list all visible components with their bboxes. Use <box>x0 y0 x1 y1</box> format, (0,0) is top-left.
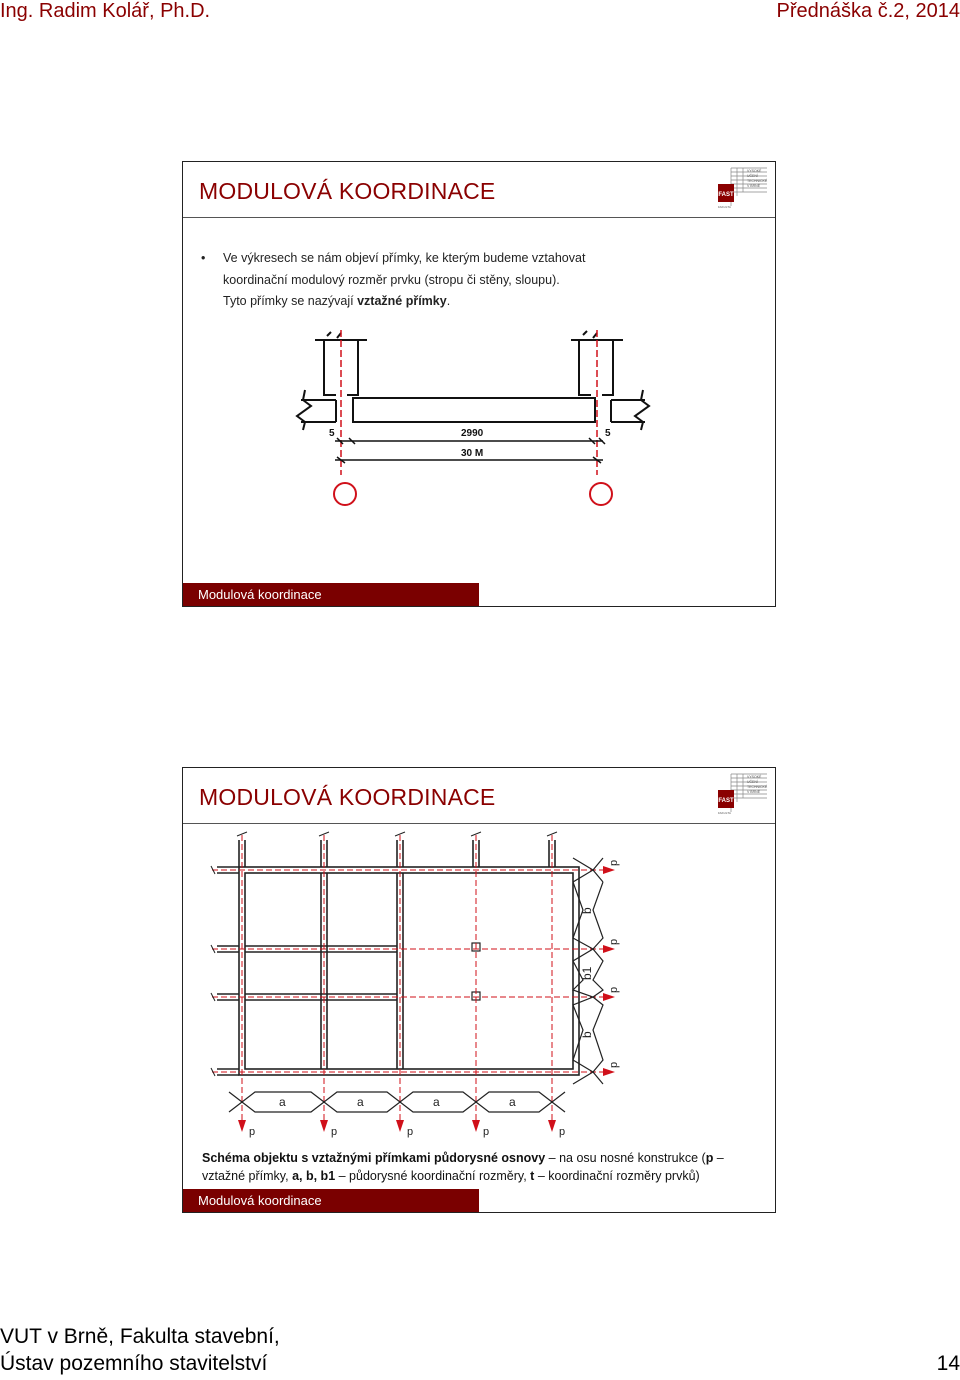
dimension-middle: 2990 <box>461 428 484 439</box>
page-number: 14 <box>936 1352 960 1375</box>
dimension-a: a <box>357 1095 364 1109</box>
dimension-b: b <box>580 907 594 914</box>
figure-caption: Schéma objektu s vztažnými přímkami půdorysné osnovy – na osu nosné konstrukce (p – vztažné přímky, a, b, b1 – půdorysné koordinační rozměry, t – koordinační rozměry prvků) <box>202 1151 724 1183</box>
slide-1 <box>182 161 776 607</box>
dimension-b: b <box>580 1031 594 1038</box>
dimension-a: a <box>509 1095 516 1109</box>
svg-text:UČENÍ: UČENÍ <box>747 780 758 784</box>
datum-line-diagram <box>293 330 655 510</box>
term-vztazne-primky: vztažné přímky <box>357 294 447 308</box>
svg-text:TECHNICKÉ: TECHNICKÉ <box>747 179 768 183</box>
title-divider <box>183 823 775 824</box>
bullet-line: Ve výkresech se nám objeví přímky, ke kterým budeme vztahovat <box>223 251 586 265</box>
axis-label-p: p <box>407 1126 414 1138</box>
header-author: Ing. Radim Kolář, Ph.D. <box>0 0 211 22</box>
svg-text:VYSOKÉ: VYSOKÉ <box>747 775 762 779</box>
svg-text:FAKULTA: FAKULTA <box>718 811 731 815</box>
bullet-list <box>201 248 651 313</box>
axis-label-p: p <box>608 859 620 866</box>
axis-label-p: p <box>608 938 620 945</box>
svg-text:FAKULTA: FAKULTA <box>718 205 731 209</box>
axis-label-p: p <box>559 1126 566 1138</box>
slide-title: MODULOVÁ KOORDINACE <box>199 784 496 810</box>
dimension-right: 5 <box>605 428 611 439</box>
fast-logo <box>717 772 769 818</box>
slide-2 <box>182 767 776 1213</box>
svg-text:V BRNĚ: V BRNĚ <box>747 184 761 188</box>
svg-text:TECHNICKÉ: TECHNICKÉ <box>747 785 768 789</box>
dimension-left: 5 <box>329 428 335 439</box>
bullet-icon: • <box>201 251 206 265</box>
axis-label-p: p <box>331 1126 338 1138</box>
svg-text:FAST: FAST <box>718 192 734 198</box>
axis-label-p: p <box>483 1126 490 1138</box>
dimension-total: 30 M <box>461 448 484 459</box>
slide-title: MODULOVÁ KOORDINACE <box>199 178 496 204</box>
svg-text:FAST: FAST <box>718 798 734 804</box>
bullet-line: Tyto přímky se nazývají vztažné přímky. <box>223 294 451 308</box>
header-lecture: Přednáška č.2, 2014 <box>776 0 960 22</box>
footer-department: Ústav pozemního stavitelství <box>0 1352 268 1375</box>
svg-text:V BRNĚ: V BRNĚ <box>747 790 761 794</box>
axis-label-p: p <box>608 1061 620 1068</box>
axis-label-p: p <box>608 986 620 993</box>
slide-footer: Modulová koordinace <box>183 1189 479 1212</box>
dimension-a: a <box>433 1095 440 1109</box>
title-divider <box>183 217 775 218</box>
floor-plan-diagram <box>207 830 627 1140</box>
dimension-b1: b1 <box>580 966 594 980</box>
svg-text:UČENÍ: UČENÍ <box>747 174 758 178</box>
axis-label-p: p <box>249 1126 256 1138</box>
svg-text:VYSOKÉ: VYSOKÉ <box>747 169 762 173</box>
dimension-a: a <box>279 1095 286 1109</box>
fast-logo <box>717 166 769 212</box>
bullet-line: koordinační modulový rozměr prvku (stropu či stěny, sloupu). <box>223 272 560 287</box>
footer-institution: VUT v Brně, Fakulta stavební, <box>0 1325 280 1348</box>
slide-footer: Modulová koordinace <box>183 583 479 606</box>
